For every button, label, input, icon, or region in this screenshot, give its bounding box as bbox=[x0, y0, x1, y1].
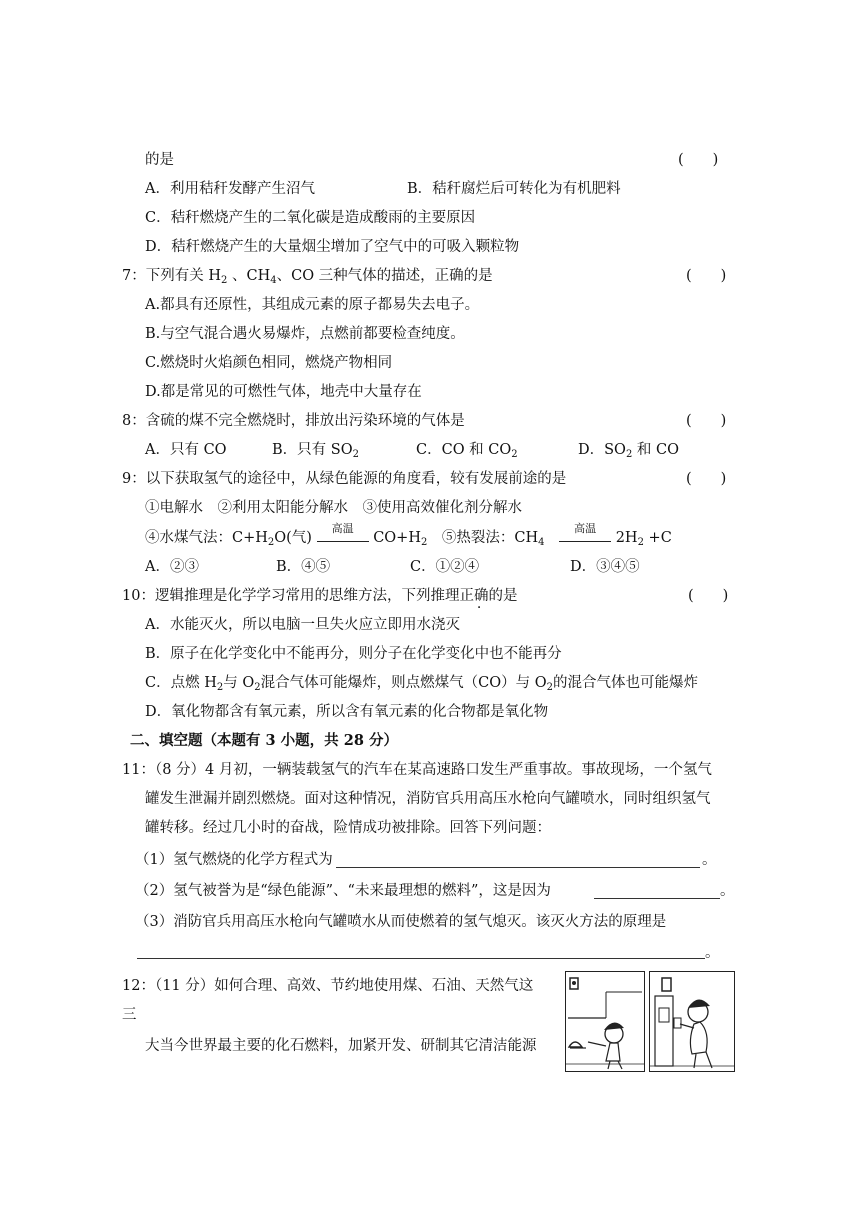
q11-line3: 罐转移。经过几小时的奋战，险情成功被排除。回答下列问题： bbox=[145, 820, 551, 836]
q7-stem: 7：下列有关 $H_2$ 、$CH_4$、CO 三种气体的描述，正确的是 bbox=[122, 268, 493, 286]
q11-sub3-answer-blank[interactable] bbox=[137, 958, 705, 959]
q8-option-c: C．CO 和 $CO_2$ bbox=[416, 442, 518, 460]
q12-line1: 12：（11 分）如何合理、高效、节约地使用煤、石油、天然气这 bbox=[122, 978, 534, 994]
q10-option-c: C．点燃 $H_2$与 $O_2$混合气体可能爆炸，则点燃煤气（CO）与 $O_2$的混合气体也可能爆炸 bbox=[145, 675, 698, 693]
q11-sub1-end: 。 bbox=[702, 852, 717, 868]
q8-answer-paren: ( ) bbox=[686, 413, 727, 429]
q11-sub1-prompt: （1）氢气燃烧的化学方程式为 bbox=[135, 852, 333, 868]
q9-answer-paren: ( ) bbox=[686, 471, 727, 487]
q11-sub2-answer-blank[interactable] bbox=[594, 898, 720, 899]
q6-answer-paren: ( ) bbox=[678, 152, 719, 168]
q11-sub3-end: 。 bbox=[705, 945, 720, 961]
q6-option-a: A．利用秸秆发酵产生沼气 bbox=[145, 181, 315, 197]
q6-option-d: D．秸秆燃烧产生的大量烟尘增加了空气中的可吸入颗粒物 bbox=[145, 239, 520, 255]
q6-option-c: C．秸秆燃烧产生的二氧化碳是造成酸雨的主要原因 bbox=[145, 210, 476, 226]
q7-option-b: B.与空气混合遇火易爆炸，点燃前都要检查纯度。 bbox=[145, 326, 465, 342]
q11-line2: 罐发生泄漏并剧烈燃烧。面对这种情况，消防官兵用高压水枪向气罐喷水，同时组织氢气 bbox=[145, 791, 711, 807]
child-stove-drawing bbox=[650, 972, 734, 1071]
reaction-condition-arrow: 高温 bbox=[559, 531, 611, 542]
reaction-condition-arrow: 高温 bbox=[317, 531, 369, 542]
q12-line3: 大当今世界最主要的化石燃料，加紧开发、研制其它清洁能源 bbox=[145, 1038, 537, 1054]
q11-sub2-end: 。 bbox=[720, 883, 735, 899]
q10-option-a: A．水能灭火，所以电脑一旦失火应立即用水浇灭 bbox=[145, 617, 460, 633]
q9-option-b: B．④⑤ bbox=[276, 559, 331, 575]
q9-option-a: A．②③ bbox=[145, 559, 199, 575]
q7-option-c: C.燃烧时火焰颜色相同，燃烧产物相同 bbox=[145, 355, 393, 371]
q10-option-d: D．氧化物都含有氧元素，所以含有氧元素的化合物都是氧化物 bbox=[145, 704, 549, 720]
q11-line1: 11：（8 分）4 月初，一辆装载氢气的汽车在某高速路口发生严重事故。事故现场，一个氢气 bbox=[122, 762, 712, 778]
q8-option-a: A．只有 CO bbox=[145, 442, 227, 458]
q10-stem: 10：逻辑推理是化学学习常用的思维方法，下列推理正确的是 bbox=[122, 588, 518, 604]
q8-option-d: D．$SO_2$ 和 CO bbox=[578, 442, 680, 460]
q7-option-a: A.都具有还原性，其组成元素的原子都易失去电子。 bbox=[145, 297, 480, 313]
q11-sub2-prompt: （2）氢气被誉为是“绿色能源”、“未来最理想的燃料”，这是因为 bbox=[135, 883, 551, 899]
q11-sub3-prompt: （3）消防官兵用高压水枪向气罐喷水从而使燃着的氢气熄灭。该灭火方法的原理是 bbox=[135, 914, 667, 930]
q6-option-b: B．秸秆腐烂后可转化为有机肥料 bbox=[407, 181, 621, 197]
q11-sub1-answer-blank[interactable] bbox=[336, 867, 700, 868]
q9-option-c: C．①②④ bbox=[410, 559, 480, 575]
illustration-child-stove bbox=[649, 971, 735, 1072]
q9-methods-line1: ①电解水 ②利用太阳能分解水 ③使用高效催化剂分解水 bbox=[145, 500, 522, 516]
q10-option-b: B．原子在化学变化中不能再分，则分子在化学变化中也不能再分 bbox=[145, 646, 562, 662]
q9-option-d: D．③④⑤ bbox=[570, 559, 640, 575]
q7-answer-paren: ( ) bbox=[686, 268, 727, 284]
child-kettle-drawing bbox=[566, 972, 644, 1071]
q9-stem: 9：以下获取氢气的途径中，从绿色能源的角度看，较有发展前途的是 bbox=[122, 471, 567, 487]
q12-line2: 三 bbox=[122, 1007, 137, 1023]
q8-option-b: B．只有 $SO_2$ bbox=[272, 442, 359, 460]
q9-methods-line2: ④水煤气法：$C+H_2O$(气) 高温 $CO+H_2$ ⑤热裂法：$CH_4$ 高温 $2H_2 +C$ bbox=[145, 522, 672, 548]
q8-stem: 8：含硫的煤不完全燃烧时，排放出污染环境的气体是 bbox=[122, 413, 465, 429]
q10-answer-paren: ( ) bbox=[688, 588, 729, 604]
q7-option-d: D.都是常见的可燃性气体，地壳中大量存在 bbox=[145, 384, 422, 400]
emphasis-dots: 正确的 bbox=[459, 588, 503, 604]
illustration-child-kettle bbox=[565, 971, 645, 1072]
section-heading: 二、填空题（本题有 3 小题，共 28 分） bbox=[130, 732, 398, 749]
q6-stem-cont: 的是 bbox=[145, 152, 174, 168]
